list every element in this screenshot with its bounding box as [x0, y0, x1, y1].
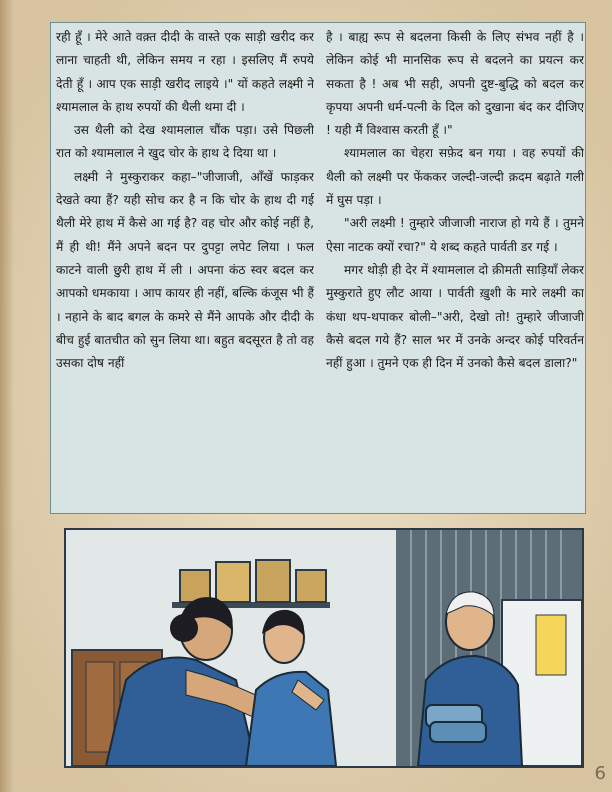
story-column-left: [56, 26, 314, 512]
story-column-right: [326, 26, 584, 512]
paragraph: श्यामलाल का चेहरा सफ़ेद बन गया । वह रुपयों की थैली को लक्ष्मी पर फेंककर जल्दी-जल्दी क़दम बढ़ाते गली में घुस पड़ा ।: [326, 146, 584, 208]
paragraph: मगर थोड़ी ही देर में श्यामलाल दो क़ीमती साड़ियाँ लेकर मुस्कुराते हुए लौट आया । पार्वती ख़ुशी के मारे लक्ष्मी का कंधा थप-थपाकर बोली–"अरी, देखो तो! तुम्हारे जीजाजी कैसे बदल गये हैं? साल भर में उनके अन्दर कोई परिवर्तन नहीं हुआ । तुमने एक ही दिन में उनको कैसे बदल डाला?": [326, 262, 584, 371]
paragraph: "अरी लक्ष्मी ! तुम्हारे जीजाजी नाराज हो गये हैं । तुमने ऐसा नाटक क्यों रचा?" ये शब्द कहते पार्वती डर गई ।: [326, 216, 584, 254]
paragraph: रही हूँ । मेरे आते वक़्त दीदी के वास्ते एक साड़ी खरीद कर लाना चाहती थी, लेकिन समय न रहा । इसलिए मैं रुपये देती हूँ । आप एक साड़ी खरीद लाइये ।" यों कहते लक्ष्मी ने श्यामलाल के हाथ रुपयों की थैली थमा दी ।: [56, 30, 314, 114]
page-edge-shadow: [0, 0, 14, 792]
illustration-art: [66, 530, 582, 766]
paragraph: लक्ष्मी ने मुस्कुराकर कहा–"जीजाजी, आँखें फाड़कर देखते क्या हैं? यही सोच कर है न कि चोर के हाथ दी गई थैली मेरे हाथ में कैसे आ गई है? वह चोर और कोई नहीं है, मैं ही थी! मैंने अपने बदन पर दुपट्टा लपेट लिया । फल काटने वाली छुरी हाथ में ली । अपना कंठ स्वर बदल कर आपको धमकाया । आप कायर ही नहीं, बल्कि कंजूस भी हैं । नहाने के बाद बगल के कमरे से मैंने आपके और दीदी के बीच हुई बातचीत को सुन लिया था। बहुत बदसूरत है तो वह उसका दोष नहीं: [56, 169, 314, 371]
paragraph: है । बाह्य रूप से बदलना किसी के लिए संभव नहीं है । लेकिन कोई भी मानसिक रूप से बदलने का प्रयत्न कर सकता है ! अब भी सही, अपनी दुष्ट-बुद्धि को बदल कर कृपया अपनी धर्म-पत्नी के दिल को दुखाना बंद कर दीजिए ! यही मैं विश्वास करती हूँ ।": [326, 30, 584, 138]
paragraph: उस थैली को देख श्यामलाल चौंक पड़ा। उसे पिछली रात को श्यामलाल ने खुद चोर के हाथ दे दिया था ।: [56, 123, 314, 161]
page-number: 6: [594, 763, 606, 784]
story-illustration: [64, 528, 584, 768]
